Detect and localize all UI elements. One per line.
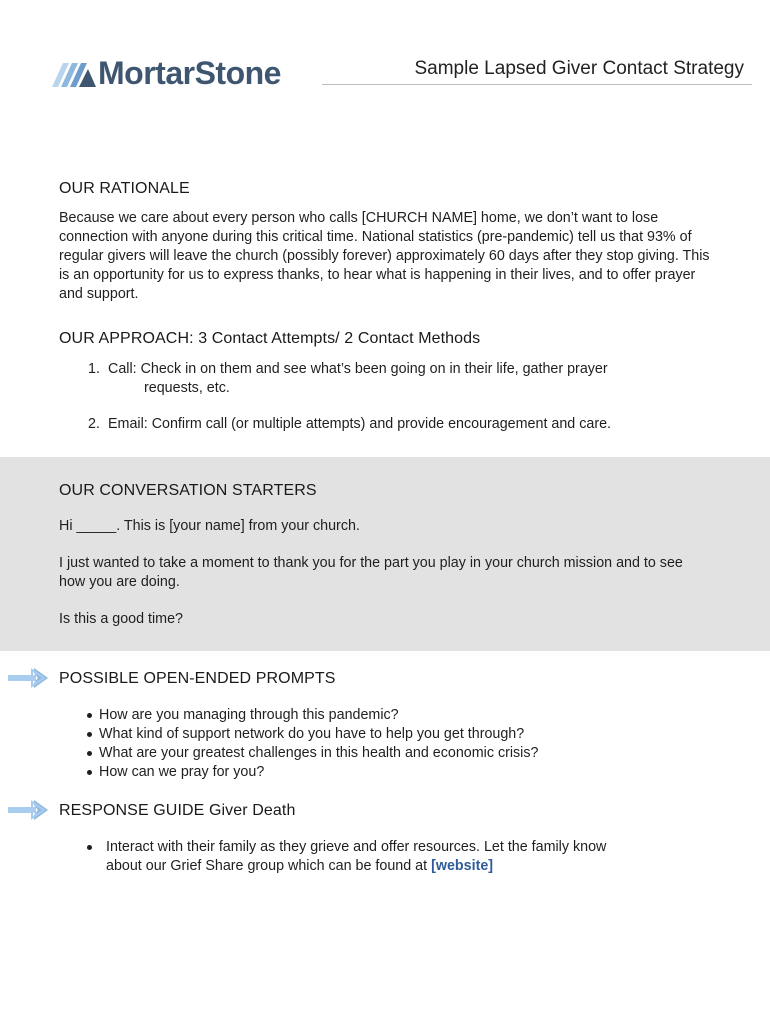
title-divider bbox=[322, 84, 752, 85]
response-list bbox=[59, 838, 719, 876]
approach-steps bbox=[59, 360, 719, 434]
mortarstone-logo bbox=[52, 56, 281, 90]
step-text: Call: Check in on them and see what’s been going on in their life, gather prayer bbox=[108, 361, 608, 377]
prompt-item: What are your greatest challenges in this health and economic crisis? bbox=[59, 744, 719, 763]
response-section bbox=[59, 802, 719, 876]
prompt-item: What kind of support network do you have to help you get through? bbox=[59, 725, 719, 744]
arrow-right-icon bbox=[8, 667, 50, 689]
step-number: 1. bbox=[88, 361, 100, 377]
rationale-section bbox=[59, 180, 719, 304]
response-heading: RESPONSE GUIDE Giver Death bbox=[59, 802, 296, 819]
step-text: Email: Confirm call (or multiple attempts) and provide encouragement and care. bbox=[108, 416, 612, 432]
step-number: 2. bbox=[88, 416, 100, 432]
response-item bbox=[59, 838, 646, 876]
conversation-question: Is this a good time? bbox=[59, 611, 183, 627]
conversation-heading: OUR CONVERSATION STARTERS bbox=[59, 482, 317, 499]
prompts-list bbox=[59, 706, 719, 782]
conversation-section bbox=[59, 482, 719, 629]
step-item bbox=[59, 360, 719, 398]
step-text-continued: requests, etc. bbox=[144, 380, 230, 396]
conversation-thanks: I just wanted to take a moment to thank you for the part you play in your church mission and to see how you are doing. bbox=[59, 555, 683, 590]
prompts-section bbox=[59, 670, 719, 782]
approach-heading: OUR APPROACH: 3 Contact Attempts/ 2 Contact Methods bbox=[59, 330, 481, 347]
response-item-text: Interact with their family as they grieve and offer resources. Let the family know about our Grief Share group which can be found at bbox=[106, 839, 607, 874]
prompt-item: How can we pray for you? bbox=[59, 763, 719, 782]
logo-text: MortarStone bbox=[98, 55, 281, 91]
document-title: Sample Lapsed Giver Contact Strategy bbox=[414, 58, 744, 79]
arrow-right-icon bbox=[8, 799, 50, 821]
approach-section bbox=[59, 330, 719, 434]
logo-mark-icon bbox=[52, 57, 96, 89]
prompt-item: How are you managing through this pandemic? bbox=[59, 706, 719, 725]
conversation-greeting: Hi _____. This is [your name] from your church. bbox=[59, 518, 360, 534]
rationale-heading: OUR RATIONALE bbox=[59, 180, 190, 197]
website-link[interactable]: [website] bbox=[431, 858, 494, 874]
step-item bbox=[59, 415, 719, 434]
prompts-heading: POSSIBLE OPEN-ENDED PROMPTS bbox=[59, 670, 336, 687]
rationale-body: Because we care about every person who calls [CHURCH NAME] home, we don’t want to lose connection with anyone during this critical time. National statistics (pre-pandemic) tell us that 93% of regular givers will leave the church (possibly forever) approximately 60 days after they stop giving. This is an opportunity for us to express thanks, to hear what is happening in their lives, and to offer prayer and support. bbox=[59, 210, 710, 302]
